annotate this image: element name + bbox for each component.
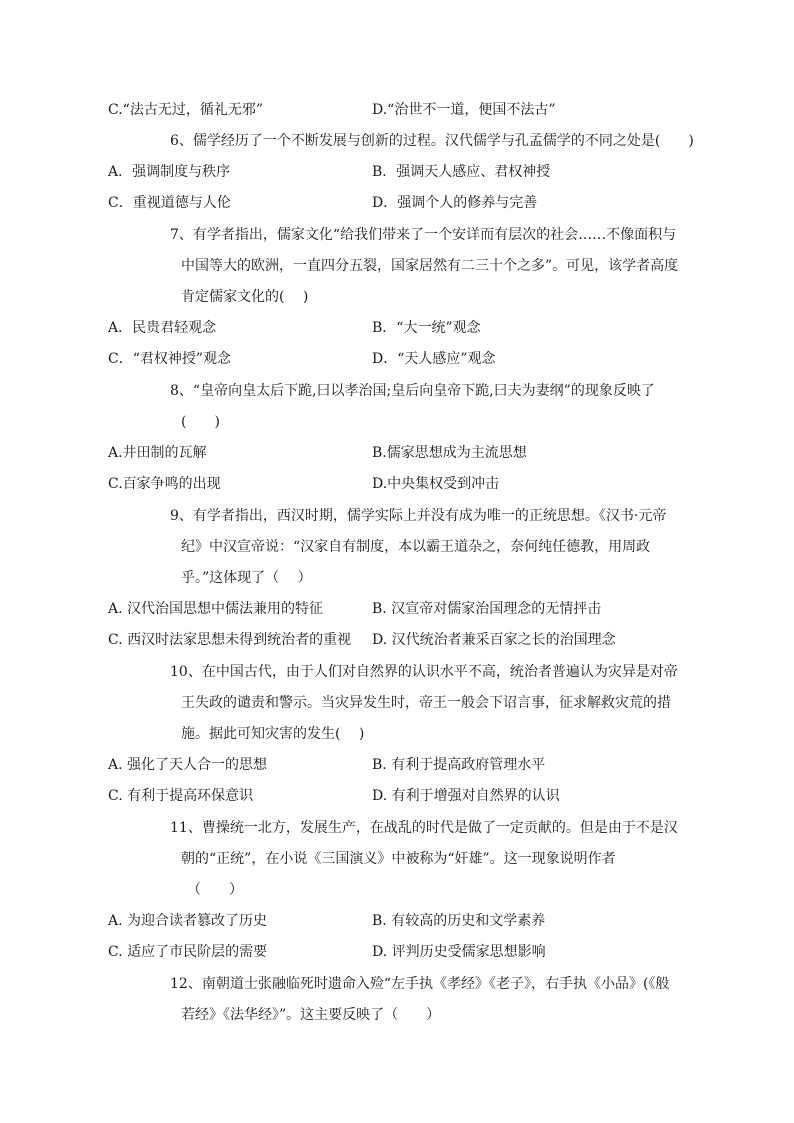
q11-option-b: B. 有较高的历史和文学素养 bbox=[372, 913, 546, 929]
q9-stem-line1: 9、有学者指出，西汉时期，儒学实际上并没有成为唯一的正统思想。《汉书·元帝 bbox=[170, 508, 667, 524]
q6-option-b: B．强调天人感应、君权神授 bbox=[372, 164, 551, 180]
q5-option-c: C.“法古无过，循礼无邪” bbox=[108, 102, 263, 118]
q9-option-d: D. 汉代统治者兼采百家之长的治国理念 bbox=[372, 632, 616, 648]
q8-option-b: B.儒家思想成为主流思想 bbox=[372, 445, 527, 461]
q9-stem-line2: 纪》中汉宣帝说：“汉家自有制度，本以霸王道杂之，奈何纯任德教，用周政 bbox=[181, 539, 651, 555]
q11-option-d: D. 评判历史受儒家思想影响 bbox=[372, 944, 546, 960]
q8-option-c: C.百家争鸣的出现 bbox=[108, 476, 221, 492]
q6-stem: 6、儒学经历了一个不断发展与创新的过程。汉代儒学与孔孟儒学的不同之处是( ) bbox=[170, 133, 694, 149]
q8-stem-line1: 8、“皇帝向皇太后下跪,曰以孝治国;皇后向皇帝下跪,曰夫为妻纲”的现象反映了 bbox=[170, 383, 655, 399]
q10-stem-line3: 施。据此可知灾害的发生( ) bbox=[181, 726, 365, 742]
q10-stem-line2: 王失政的谴责和警示。当灾异发生时，帝王一般会下诏言事，征求解救灾荒的措 bbox=[181, 695, 671, 711]
q11-option-c: C. 适应了市民阶层的需要 bbox=[108, 944, 268, 960]
q10-option-b: B. 有利于提高政府管理水平 bbox=[372, 757, 546, 773]
q7-stem-line2: 中国等大的欧洲，一直四分五裂，国家居然有二三十个之多”。可见，该学者高度 bbox=[181, 258, 679, 274]
q6-option-a: A．强调制度与秩序 bbox=[108, 164, 231, 180]
q8-option-d: D.中央集权受到冲击 bbox=[372, 476, 500, 492]
q7-option-c: C．“君权神授”观念 bbox=[108, 351, 232, 367]
q10-stem-line1: 10、在中国古代，由于人们对自然界的认识水平不高，统治者普遍认为灾异是对帝 bbox=[170, 664, 678, 680]
q12-stem-line2: 若经》《法华经》”。这主要反映了（ ） bbox=[181, 1007, 441, 1023]
q11-stem-line2: 朝的“正统”，在小说《三国演义》中被称为“奸雄”。这一现象说明作者 bbox=[181, 851, 616, 867]
q6-option-d: D．强调个人的修养与完善 bbox=[372, 195, 538, 211]
q6-option-c: C．重视道德与人伦 bbox=[108, 195, 231, 211]
q11-stem-line1: 11、曹操统一北方，发展生产，在战乱的时代是做了一定贡献的。但是由于不是汉 bbox=[170, 820, 678, 836]
q10-option-a: A. 强化了天人合一的思想 bbox=[108, 757, 268, 773]
q7-option-d: D．“天人感应”观念 bbox=[372, 351, 496, 367]
q8-option-a: A.井田制的瓦解 bbox=[108, 445, 207, 461]
q9-stem-line3: 乎。”这体现了（ ） bbox=[181, 570, 312, 586]
q11-option-a: A. 为迎合读者篡改了历史 bbox=[108, 913, 268, 929]
q10-option-c: C. 有利于提高环保意识 bbox=[108, 788, 254, 804]
q7-option-a: A．民贵君轻观念 bbox=[108, 320, 217, 336]
q5-option-d: D.“治世不一道，便国不法古” bbox=[372, 102, 556, 118]
q9-option-c: C. 西汉时法家思想未得到统治者的重视 bbox=[108, 632, 352, 648]
q7-option-b: B．“大一统”观念 bbox=[372, 320, 481, 336]
q9-option-b: B. 汉宣帝对儒家治国理念的无情抨击 bbox=[372, 601, 602, 617]
q7-stem-line1: 7、有学者指出，儒家文化“给我们带来了一个安详而有层次的社会……不像面积与 bbox=[170, 227, 677, 243]
q8-stem-line2: ( ) bbox=[181, 414, 220, 430]
q12-stem-line1: 12、南朝道士张融临死时遗命入殓“左手执《孝经》《老子》，右手执《小品》(《般 bbox=[170, 976, 670, 992]
q10-option-d: D. 有利于增强对自然界的认识 bbox=[372, 788, 560, 804]
q7-stem-line3: 肯定儒家文化的( ) bbox=[181, 289, 309, 305]
q9-option-a: A. 汉代治国思想中儒法兼用的特征 bbox=[108, 601, 324, 617]
q11-stem-line3: （ ） bbox=[187, 882, 243, 898]
